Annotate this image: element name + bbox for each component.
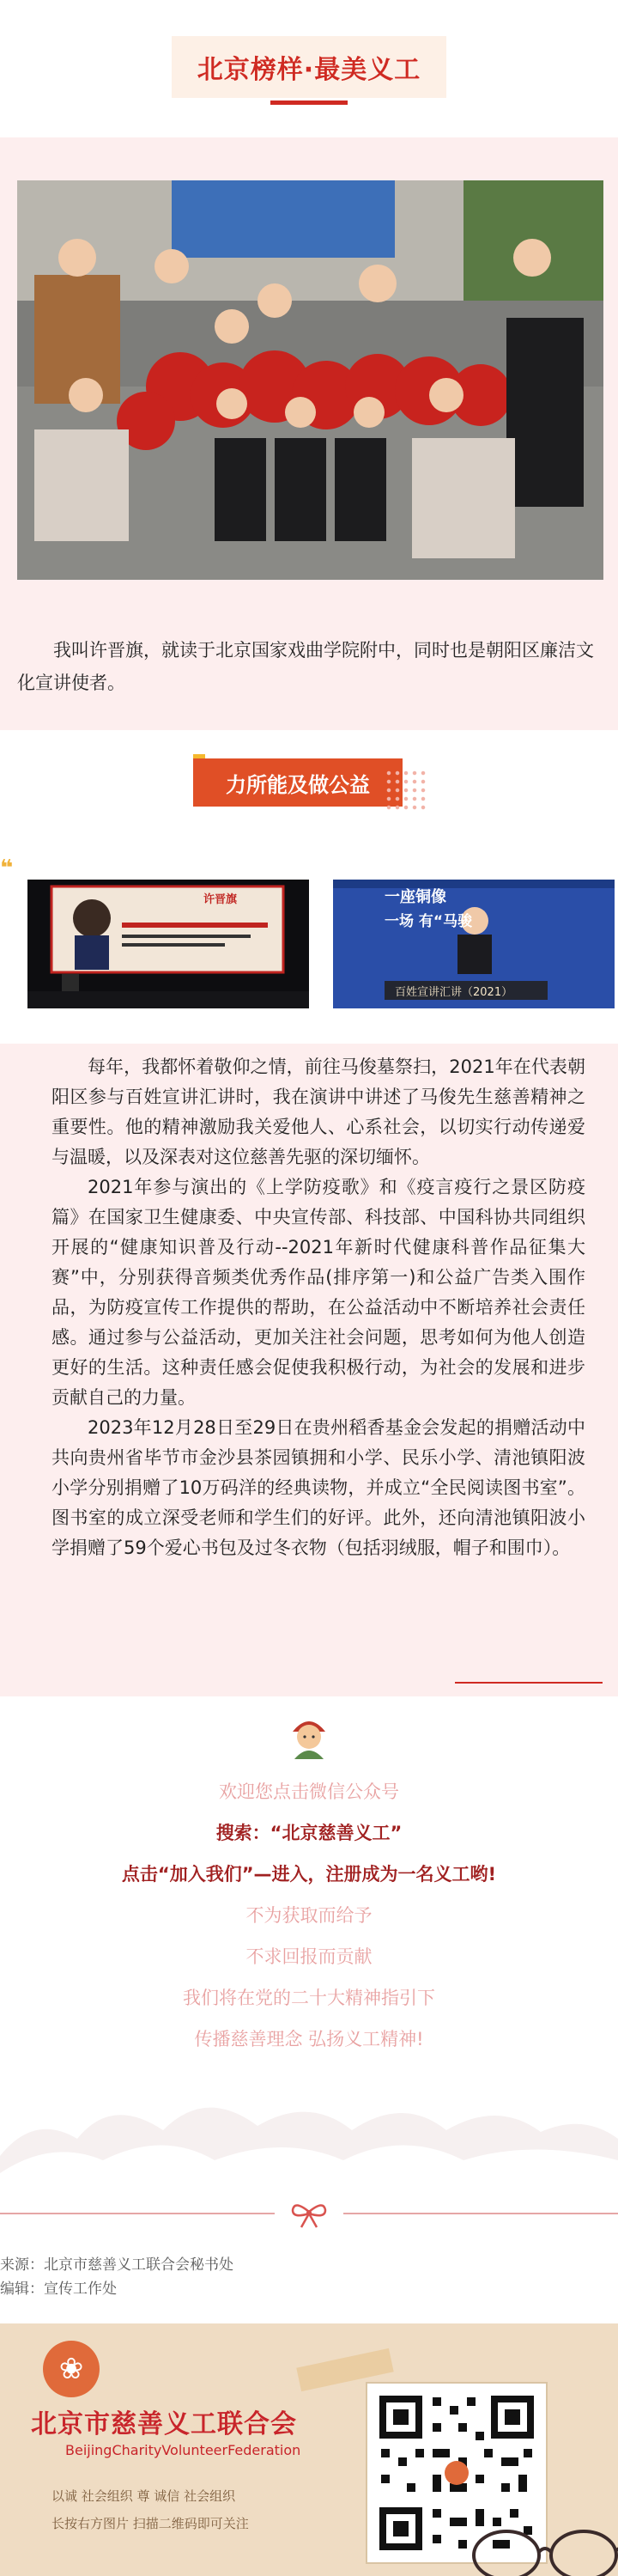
body-section	[0, 1044, 618, 1696]
ribbon-line-left	[0, 2213, 275, 2214]
intro-text: 我叫许晋旗，就读于北京国家戏曲学院附中，同时也是朝阳区廉洁文化宣讲使者。	[17, 640, 594, 693]
quote-icon: ❝	[0, 856, 14, 881]
cta-line-2: 搜索：“北京慈善义工”	[215, 1823, 403, 1843]
thumb2-line: 一场 有“马骏	[385, 913, 473, 930]
body-paragraph-2: 2021年参与演出的《上学防疫歌》和《疫言疫行之景区防疫篇》在国家卫生健康委、中央宣传部、科技部、中国科协共同组织开展的“健康知识普及行动--2021年新时代健康科普作品征集大赛”中，分别获得音频类优秀作品(排序第一)和公益广告类入围作品，为防疫宣传工作提供的帮助，在公益活动中不断培养社会责任感。通过参与公益活动，更加关注社会问题，思考如何为他人创造更好的生活。这种责任感会促使我积极行动，为社会的发展和进步贡献自己的力量。	[52, 1177, 585, 1408]
footer-card	[0, 2323, 618, 2576]
thumb1-title: 许晋旗	[203, 893, 238, 906]
editor-credit: 编辑：宣传工作处	[0, 2281, 117, 2298]
video-thumbnail-2[interactable]	[333, 880, 615, 1008]
section-tag: 力所能及做公益	[193, 758, 403, 807]
cta-line-4: 不为获取而给予	[245, 1905, 373, 1926]
group-photo	[17, 180, 603, 580]
dot-pattern-decoration	[385, 769, 426, 810]
section-divider	[455, 1682, 603, 1684]
body-paragraph-3: 2023年12月28日至29日在贵州稻香基金会发起的捐赠活动中共向贵州省毕节市金沙县茶园镇拥和小学、民乐小学、清池镇阳波小学分别捐赠了10万码洋的经典读物，并成立“全民阅读图书室”。图书室的成立深受老师和学生们的好评。此外，还向清池镇阳波小学捐赠了59个爱心书包及过冬衣物（包括羽绒服，帽子和围巾）。	[52, 1417, 585, 1558]
title-underline	[270, 100, 348, 105]
org-name: 北京市慈善义工联合会	[31, 2409, 297, 2439]
cta-line-6: 我们将在党的二十大精神指引下	[183, 1988, 435, 2008]
article-header	[0, 0, 618, 137]
footer-slogan-2: 长按右方图片 扫描二维码即可关注	[52, 2516, 249, 2531]
video-thumbnail-1[interactable]	[27, 880, 309, 1008]
body-text	[52, 1052, 585, 1563]
page-title: 北京榜样·最美义工	[197, 55, 421, 85]
org-english-name: BeijingCharityVolunteerFederation	[65, 2442, 301, 2458]
glasses-decoration	[464, 2512, 618, 2576]
cta-line-1: 欢迎您点击微信公众号	[219, 1781, 399, 1802]
cta-line-7: 传播慈善理念 弘扬义工精神!	[194, 2029, 424, 2049]
footer-slogan-1: 以诚 社会组织 尊 诚信 社会组织	[52, 2488, 236, 2504]
volunteer-avatar-icon	[286, 1711, 332, 1759]
thumb2-banner: 一座铜像	[385, 888, 446, 906]
cloud-decoration	[0, 2079, 618, 2199]
intro-section	[0, 137, 618, 730]
page-title-box	[172, 36, 446, 98]
org-logo-icon: ❀	[43, 2341, 100, 2397]
source-credit: 来源：北京市慈善义工联合会秘书处	[0, 2256, 233, 2274]
cta-line-5: 不求回报而贡献	[245, 1946, 373, 1967]
body-paragraph-1: 每年，我都怀着敬仰之情，前往马俊墓祭扫，2021年在代表朝阳区参与百姓宣讲汇讲时，我在演讲中讲述了马俊先生慈善精神之重要性。他的精神激励我关爱他人、心系社会，以切实行动传递爱与温暖，以及深表对这位慈善先驱的深切缅怀。	[52, 1057, 585, 1167]
cta-line-3: 点击“加入我们”—进入，注册成为一名义工哟!	[121, 1864, 497, 1885]
thumb2-caption: 百姓宣讲汇讲（2021）	[395, 986, 513, 999]
bow-icon	[288, 2196, 330, 2231]
ribbon-line-right	[343, 2213, 618, 2214]
